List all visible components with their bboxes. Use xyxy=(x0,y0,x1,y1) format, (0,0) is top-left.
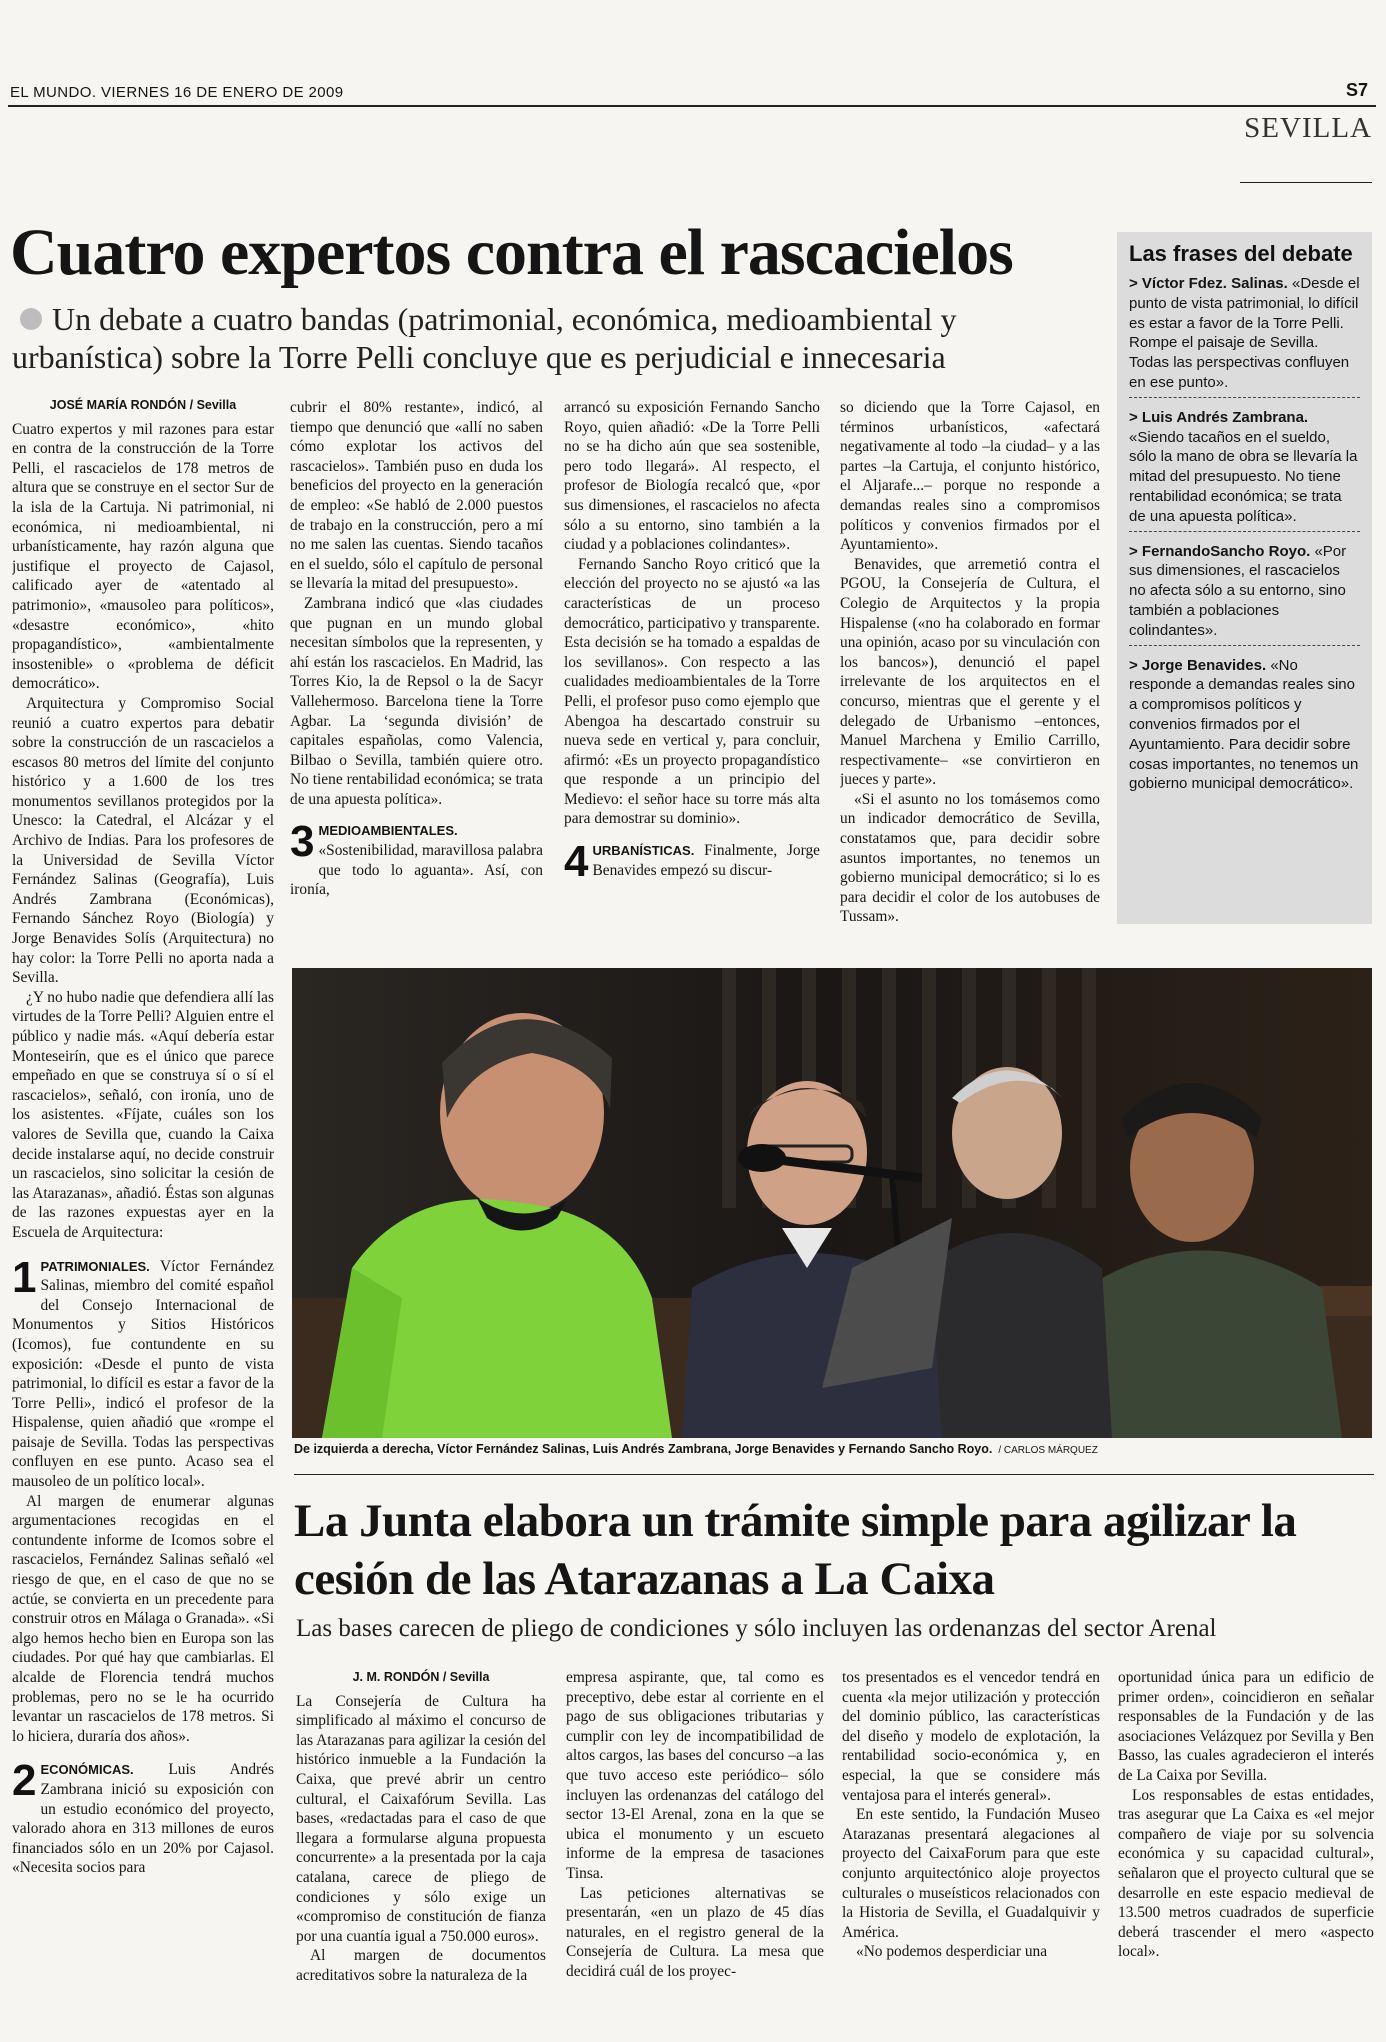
paragraph: «No podemos desperdiciar una xyxy=(856,1943,1048,1961)
section-label: SEVILLA xyxy=(1244,112,1372,144)
article-column-4 xyxy=(840,398,1100,938)
quote-text: «Por sus dimensiones, el rascacielos no afecta sólo a su entorno, sino también a poblaciones colindantes». xyxy=(1129,542,1347,639)
section-rule xyxy=(1240,182,1372,183)
section-body: Finalmente, Jorge Benavides empezó su discur- xyxy=(592,842,820,879)
paragraph: so diciendo que la Torre Cajasol, en términos urbanísticos, «afectará negativamente al todo –la ciudad– y a las partes –la Cartuja, el conjunto histórico, el Aljarafe...– porque no responde a demandas reales sino a compromisos políticos y convenios firmados por el Ayuntamiento». xyxy=(840,399,1100,554)
section-patrimoniales xyxy=(12,1252,274,1492)
paragraph: arrancó su exposición Fernando Sancho Royo, quien añadió: «De la Torre Pelli no se ha dicho aún que sea sostenible, pero todo llegará». Al respecto, el profesor de Biología recalcó que, «por sus dimensiones, el rascacielos no afecta sólo a su entorno, sino también a la ciudad y a poblaciones colindantes». xyxy=(564,399,820,554)
photo-illustration xyxy=(292,968,1372,1438)
section-tag: URBANÍSTICAS. xyxy=(592,843,695,859)
paragraph: tos presentados es el vencedor tendrá en cuenta «la mejor utilización y protección del dominio público, las características del diseño y modelo de explotación, la rentabilidad socio-económica y, en especial, la que se considere más ventajosa para el interés general». xyxy=(842,1669,1100,1804)
quote-speaker: > Luis Andrés Zambrana. xyxy=(1129,408,1309,426)
masthead-rule xyxy=(8,105,1376,107)
section-body: «Sostenibilidad, maravillosa palabra que todo lo aguanta». Así, con ironía, xyxy=(290,842,543,899)
paragraph: La Consejería de Cultura ha simplificado al máximo el concurso de las Atarazanas para agilizar la cesión del histórico inmueble a la Fundación la Caixa, que prevé abrir un centro cultural, el Caixafórum Sevilla. Las bases, «redactadas para el caso de que llegara a formularse alguna propuesta concurrente» a la presentada por la caja catalana, carece de pliego de condiciones y sólo exige un «compromiso de constitución de fianza por una cuantía igual a 750.000 euros». xyxy=(296,1692,546,1945)
paragraph: Los responsables de estas entidades, tras asegurar que La Caixa es «el mejor compañero de viaje por su solvencia económica y su capacidad cultural», señalaron que el proyecto cultural que se desarrolle en este espacio medieval de 13.500 metros cuadrados de superficie deberá trascender el mero «aspecto local». xyxy=(1118,1786,1374,1961)
article2-column-1 xyxy=(296,1668,546,2032)
article2-column-2 xyxy=(566,1668,824,2032)
article-column-2 xyxy=(290,398,543,938)
caption-text: De izquierda a derecha, Víctor Fernández Salinas, Luis Andrés Zambrana, Jorge Benavides y Fernando Sancho Royo. xyxy=(294,1442,993,1456)
paragraph: Al margen de documentos acreditativos sobre la naturaleza de la xyxy=(296,1947,546,1984)
sidebar-quote xyxy=(1129,274,1360,398)
sidebar-quote xyxy=(1129,542,1360,646)
paragraph: En este sentido, la Fundación Museo Atarazanas presentará alegaciones al proyecto del CaixaForum para que este conjunto arquitectónico aloje proyectos culturales o museísticos relacionados con la Historia de Sevilla, el Guadalquivir y América. xyxy=(842,1806,1100,1941)
quote-speaker: > Jorge Benavides. xyxy=(1129,656,1267,674)
section-body: Luis Andrés Zambrana inició su exposición con un estudio económico del proyecto, valorado ahora en 313 millones de euros financiados sólo en un 20% por Cajasol. «Necesita socios para xyxy=(12,1761,274,1877)
quotes-sidebar xyxy=(1117,232,1372,924)
paragraph: Cuatro expertos y mil razones para estar en contra de la construcción de la Torre Pelli, el rascacielos de 178 metros de altura que se construye en el sector Sur de la isla de la Cartuja. Ni patrimonial, ni económica, ni medioambiental, ni urbanísticamente, hay razón alguna que justifique el proyecto de Cajasol, calificado ayer de «atentado al patrimonio», «mausoleo para políticos», «desastre económico», «hito propagandístico», «ambientalmente insostenible» o «problema de déficit democrático». xyxy=(12,420,274,693)
quote-speaker: > FernandoSancho Royo. xyxy=(1129,542,1311,560)
article2-column-4 xyxy=(1118,1668,1374,2032)
sidebar-title: Las frases del debate xyxy=(1129,241,1353,266)
paragraph: Fernando Sancho Royo criticó que la elección del proyecto no se ajustó «a las características de un proceso democrático, participativo y transparente. Esta decisión se ha tomado a espaldas de los sevillanos». Con respecto a las cualidades medioambientales de la Torre Pelli, el profesor puso como ejemplo que Abengoa ha descartado construir su nueva sede en vertical y, para concluir, afirmó: «Es un proyecto propagandístico que responde a un principio del Medievo: el señor hace su torre más alta para demostrar su dominio». xyxy=(564,555,820,828)
article2-column-3 xyxy=(842,1668,1100,2032)
section-number: 1 xyxy=(12,1252,37,1302)
paragraph: «Si el asunto no los tomásemos como un indicador democrático de Sevilla, constatamos que, para decidir sobre asuntos importantes, no tenemos un gobierno municipal democrático; si lo es para decidir el color de los autobuses de Tussam». xyxy=(840,790,1100,926)
section-number: 2 xyxy=(12,1756,37,1806)
paragraph: Zambrana indicó que «las ciudades que pugnan en un mundo global necesitan símbolos que la representen, y ahí están los rascacielos. En Madrid, las Torres Kio, la de Repsol o la de Sacyr Vallehermoso. Barcelona tiene la Torre Agbar. La ‘segunda división’ de capitales españolas, como Valencia, Bilbao o Sevilla, también quiere otro. No tiene rentabilidad económica; se trata de una apuesta política». xyxy=(290,594,543,808)
caption-rule xyxy=(294,1474,1374,1475)
paragraph: Las peticiones alternativas se presentarán, «en un plazo de 45 días naturales, en el registro general de la Consejería de Cultura. La mesa que decidirá cuál de los proyec- xyxy=(566,1884,824,1980)
sidebar-quote xyxy=(1129,656,1360,795)
photo-credit: / CARLOS MÁRQUEZ xyxy=(998,1445,1098,1456)
article-column-1 xyxy=(12,396,274,2030)
page-number: S7 xyxy=(1345,80,1368,100)
quote-divider xyxy=(1129,645,1360,646)
section-urbanisticas xyxy=(564,837,820,887)
section-medioambientales xyxy=(290,817,543,899)
paragraph: empresa aspirante, que, tal como es preceptivo, debe estar al corriente en el pago de sus obligaciones tributarias y cumplir con ley de incompatibilidad de altos cargos, las bases del concurso –a las que tuvo acceso este periódico– sólo incluyen las ordenanzas del catálogo del sector 13-El Arenal, zona en la que se ubica el monumento y un escueto informe de la empresa de tasaciones Tinsa. xyxy=(566,1669,824,1882)
paragraph: ¿Y no hubo nadie que defendiera allí las virtudes de la Torre Pelli? Alguien entre el público y nadie más. «Aquí debería estar Monteseirín, que es el único que parece empeñado en que se construya sí o sí el rascacielos», señaló, con ironía, uno de los asistentes. «Fíjate, cuáles son los valores de Sevilla que, cuando la Caixa decide instalarse aquí, no decide construir un rascacielos, sino solicitar la cesión de las Atarazanas», añadió. Éstas son algunas de las razones expuestas ayer en la Escuela de Arquitectura: xyxy=(12,988,274,1241)
paragraph: Benavides, que arremetió contra el PGOU, la Consejería de Cultura, el Colegio de Arquitectos y la propia Hispalense («no ha colaborado en formar una opinión, acaso por su vinculación con los bancos»), denunció el papel irrelevante de los arquitectos en el concurso, mientras que el gerente y el delegado de Urbanismo –entonces, Manuel Marchena y Emilio Carrillo, respectivamente– «se convirtieron en jueces y parte». xyxy=(840,555,1100,789)
quote-divider xyxy=(1129,531,1360,532)
quote-text: «Desde el punto de vista patrimonial, lo difícil es estar a favor de la Torre Pelli. Rompe el paisaje de Sevilla. Todas las perspectivas confluyen en ese punto». xyxy=(1129,275,1360,391)
photo-caption xyxy=(294,1442,1374,1456)
quote-text: «Siendo tacaños en el sueldo, sólo la mano de obra se llevaría la mitad del presupuesto. No tiene rentabilidad económica; se trata de una apuesta política». xyxy=(1129,428,1358,525)
section-tag: ECONÓMICAS. xyxy=(40,1762,134,1778)
paragraph: oportunidad única para un edificio de primer orden», coincidieron en señalar responsables de la Fundación y de las asociaciones Velázquez por Sevilla y Ben Basso, las cuales agradecieron el interés de La Caixa por Sevilla. xyxy=(1118,1669,1374,1784)
article2-byline: J. M. RONDÓN / Sevilla xyxy=(352,1670,490,1684)
article-subhead-text: Un debate a cuatro bandas (patrimonial, económica, medioambiental y urbanística) sobre la Torre Pelli concluye que es perjudicial e innecesaria xyxy=(12,301,957,375)
paragraph: cubrir el 80% restante», indicó, al tiempo que denunció que «allí no saben cómo explotar los activos del rascacielos». También puso en duda los beneficios del proyecto en la generación de empleo: «Se habló de 2.000 puestos de trabajo en la construcción, pero a mí no me salen las cuentas. Siendo tacaños en el sueldo, sólo el capítulo de personal se llevaría la mitad del presupuesto». xyxy=(290,399,543,593)
article-subhead xyxy=(12,300,1102,376)
quote-speaker: > Víctor Fdez. Salinas. xyxy=(1129,275,1288,292)
section-economicas xyxy=(12,1756,274,1878)
article-column-3 xyxy=(564,398,820,938)
section-number: 4 xyxy=(564,837,589,887)
article-byline: JOSÉ MARÍA RONDÓN / Sevilla xyxy=(49,398,237,412)
quote-divider xyxy=(1129,397,1360,398)
section-body: Víctor Fernández Salinas, miembro del comité español del Consejo Internacional de Monumentos y Sitios Históricos (Icomos), fue contundente en su exposición: «Desde el punto de vista patrimonial, lo difícil es estar a favor de la Torre Pelli», indicó el profesor de la Hispalense, quien añadió que «rompe el paisaje de Sevilla. Todas las perspectivas confluyen en ese punto. Acaso sea el mausoleo de un político local». xyxy=(12,1257,274,1491)
masthead-date: EL MUNDO. VIERNES 16 DE ENERO DE 2009 xyxy=(10,84,344,101)
section-tag: PATRIMONIALES. xyxy=(40,1258,150,1274)
quote-text: «No responde a demandas reales sino a compromisos políticos y convenios firmados por el Ayuntamiento. Para decidir sobre cosas importantes, no tenemos un gobierno municipal democrático». xyxy=(1129,656,1359,793)
debate-photo xyxy=(292,968,1372,1438)
paragraph: Al margen de enumerar algunas argumentaciones recogidas en el contundente informe de Icomos sobre el rascacielos, Fernández Salinas señaló «el riesgo de que, en el caso de que no se actúe, se convierta en un precedente para construir otros en Málaga o Granada». «Si algo hemos hecho bien en Europa son las ciudades. Por qué hay que cambiarlas. El alcalde de Florencia tendrá muchos problemas, pero no se le ha ocurrido levantar un rascacielos de 178 metros. Si lo hiciera, duraría dos años». xyxy=(12,1492,274,1745)
bullet-icon xyxy=(20,308,42,330)
article2-headline: La Junta elabora un trámite simple para agilizar la cesión de las Atarazanas a La Caixa xyxy=(294,1495,1297,1605)
sidebar-quote xyxy=(1129,408,1360,532)
paragraph: Arquitectura y Compromiso Social reunió a cuatro expertos para debatir sobre la construcción de un rascacielos a escasos 80 metros del límite del conjunto histórico y a 1.600 de los tres monumentos sevillanos protegidos por la Unesco: la Catedral, el Alcázar y el Archivo de Indias. Para los profesores de la Universidad de Sevilla Víctor Fernández Salinas (Geografía), Luis Andrés Zambrana (Económicas), Fernando Sánchez Royo (Biología) y Jorge Benavides Solís (Arquitectura) no hay color: la Torre Pelli no aporta nada a Sevilla. xyxy=(12,694,274,987)
article-headline: Cuatro expertos contra el rascacielos xyxy=(10,216,1013,289)
section-number: 3 xyxy=(290,817,315,867)
article2-subhead: Las bases carecen de pliego de condiciones y sólo incluyen las ordenanzas del sector Arenal xyxy=(296,1615,1217,1642)
section-tag: MEDIOAMBIENTALES. xyxy=(318,823,458,839)
